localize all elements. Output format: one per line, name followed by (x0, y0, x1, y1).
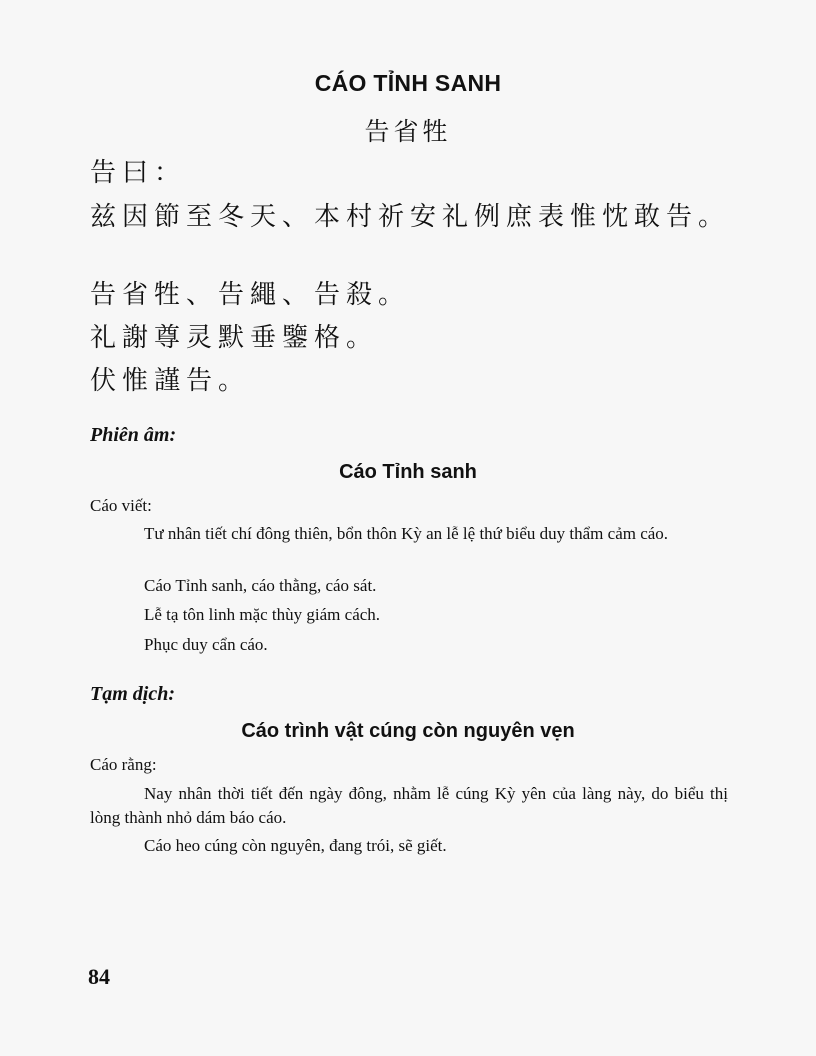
tam-dich-paragraph-1: Nay nhân thời tiết đến ngày đông, nhằm lễ cúng Kỳ yên của làng này, do biểu thị lòng thành nhỏ dám báo cáo. (90, 784, 728, 827)
phien-am-title: Cáo Tỉnh sanh (339, 461, 477, 483)
phien-am-paragraph-3: Lễ tạ tôn linh mặc thùy giám cách. (144, 605, 381, 624)
tam-dich-title: Cáo trình vật cúng còn nguyên vẹn (241, 720, 575, 742)
han-line-4: 礼謝尊灵默垂鑒格。 (90, 323, 379, 353)
tam-dich-paragraph-2: Cáo heo cúng còn nguyên, đang trói, sẽ giết. (144, 836, 447, 855)
phien-am-paragraph-4: Phục duy cẩn cáo. (144, 635, 268, 654)
page-title: CÁO TỈNH SANH (314, 70, 502, 96)
page-title-han: 告省牲 (364, 117, 452, 146)
phien-am-opening: Cáo viết: (90, 496, 152, 515)
han-line-5: 伏惟謹告。 (90, 366, 251, 396)
han-line-3: 告省牲、告繩、告殺。 (90, 280, 411, 310)
tam-dich-opening: Cáo rằng: (90, 755, 157, 774)
page-number: 84 (88, 964, 110, 989)
phien-am-paragraph-1: Tư nhân tiết chí đông thiên, bổn thôn Kỳ an lễ lệ thứ biểu duy thẩm cảm cáo. (144, 524, 669, 543)
phien-am-label: Phiên âm: (90, 424, 177, 446)
tam-dich-label: Tạm dịch: (90, 683, 175, 705)
han-line-2: 兹因節至冬天、本村祈安礼例庶表惟忱敢告。 (90, 202, 731, 232)
han-line-1: 告曰： (90, 158, 187, 188)
phien-am-paragraph-2: Cáo Tỉnh sanh, cáo thằng, cáo sát. (144, 576, 377, 595)
